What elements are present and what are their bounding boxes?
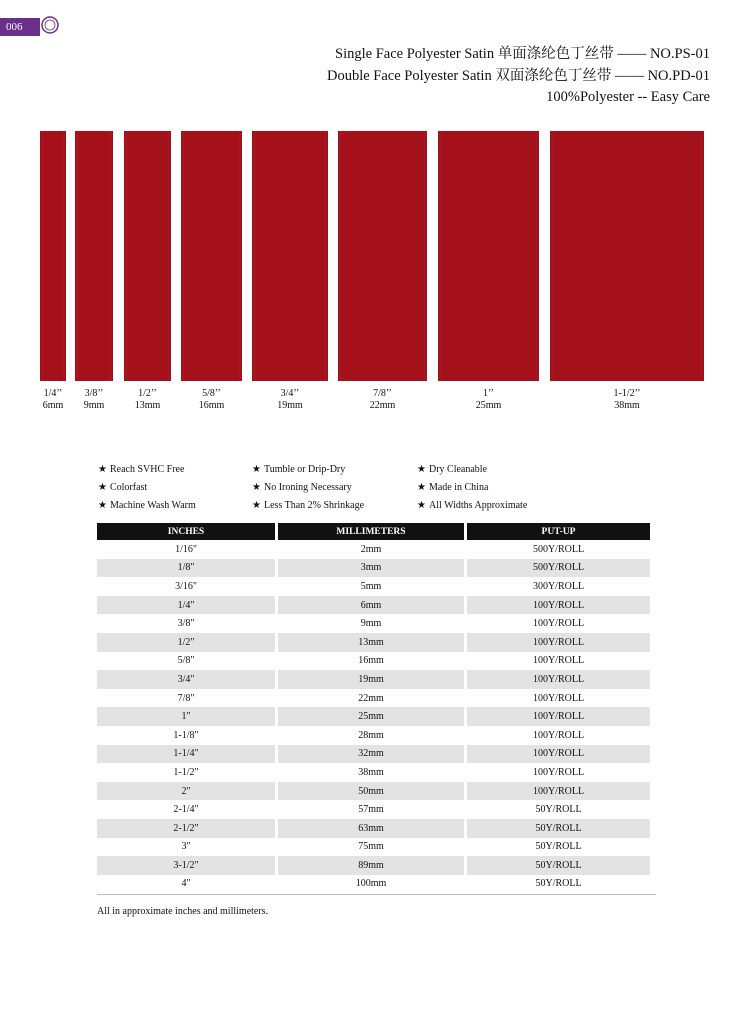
table-row: [97, 782, 650, 801]
feature-column: [98, 464, 196, 518]
table-bottom-rule: [97, 894, 656, 895]
cell-inches: 3/8": [177, 618, 195, 630]
ribbon-swatch: [550, 131, 704, 381]
ribbon-swatch: [252, 131, 328, 381]
footnote: All in approximate inches and millimeters.: [97, 906, 269, 917]
cell-inches: 3": [181, 841, 191, 853]
feature-column: [417, 464, 527, 518]
cell-put-up: 100Y/ROLL: [467, 782, 650, 801]
table-row: [97, 800, 650, 819]
cell-inches: 4": [181, 878, 191, 890]
table-row: [97, 633, 650, 652]
feature-column: [252, 464, 364, 518]
cell-millimeters: 100mm: [355, 878, 387, 890]
table-row: [97, 670, 650, 689]
cell-put-up: 100Y/ROLL: [532, 729, 585, 741]
header-line-material: 100%Polyester -- Easy Care: [546, 89, 710, 105]
feature-item: [252, 464, 364, 482]
ribbon-inch-label: 1’’: [483, 388, 494, 399]
cell-inches: 1/2": [97, 633, 275, 652]
star-icon: ★: [252, 482, 261, 493]
cell-inches: 2": [97, 782, 275, 801]
page-number: 006: [6, 21, 23, 33]
cell-millimeters: 25mm: [278, 707, 464, 726]
cell-put-up: 100Y/ROLL: [467, 670, 650, 689]
cell-millimeters: 38mm: [358, 766, 384, 778]
cell-inches: 1-1/4": [97, 745, 275, 764]
table-row: [97, 838, 650, 857]
cell-inches: 3/4": [97, 670, 275, 689]
spec-table: [94, 523, 653, 893]
feature-item: [417, 500, 527, 518]
cell-put-up: 100Y/ROLL: [532, 692, 585, 704]
brand-logo-icon: [40, 14, 66, 38]
ribbon-inch-label: 7/8’’: [373, 388, 392, 399]
table-row: [97, 707, 650, 726]
cell-put-up: 100Y/ROLL: [532, 618, 585, 630]
ribbon-mm-label: 9mm: [83, 400, 105, 411]
cell-inches: 3-1/2": [97, 856, 275, 875]
cell-millimeters: 13mm: [278, 633, 464, 652]
cell-inches: 1-1/2": [173, 766, 199, 778]
star-icon: ★: [252, 500, 261, 511]
ribbon-inch-label: 3/8’’: [84, 388, 104, 399]
cell-millimeters: 2mm: [360, 543, 382, 555]
table-row: [97, 559, 650, 578]
page-number-tab: [0, 18, 40, 36]
cell-millimeters: 9mm: [360, 618, 382, 630]
feature-item: [417, 464, 527, 482]
feature-item: [98, 500, 196, 518]
star-icon: ★: [98, 482, 107, 493]
feature-text: Tumble or Drip-Dry: [263, 464, 346, 475]
table-row: [97, 819, 650, 838]
feature-item: [252, 482, 364, 500]
star-icon: ★: [252, 464, 261, 475]
cell-inches: 2-1/2": [97, 819, 275, 838]
star-icon: ★: [98, 464, 107, 475]
cell-inches: 1-1/8": [173, 729, 199, 741]
cell-millimeters: 50mm: [278, 782, 464, 801]
cell-millimeters: 89mm: [278, 856, 464, 875]
cell-millimeters: 19mm: [278, 670, 464, 689]
cell-put-up: 100Y/ROLL: [467, 707, 650, 726]
cell-put-up: 50Y/ROLL: [467, 819, 650, 838]
feature-item: [98, 482, 196, 500]
cell-inches: 1": [97, 707, 275, 726]
header-put-up: PUT-UP: [467, 523, 650, 540]
cell-put-up: 50Y/ROLL: [535, 878, 582, 890]
cell-put-up: 300Y/ROLL: [532, 580, 585, 592]
ribbon-swatch: [438, 131, 539, 381]
cell-put-up: 500Y/ROLL: [532, 543, 585, 555]
ribbon-inch-label: 1-1/2’’: [613, 388, 641, 399]
table-row: [97, 577, 650, 596]
star-icon: ★: [417, 482, 426, 493]
cell-put-up: 50Y/ROLL: [467, 856, 650, 875]
ribbon-mm-label: 6mm: [42, 400, 64, 411]
feature-text: Dry Cleanable: [428, 464, 488, 475]
cell-put-up: 100Y/ROLL: [467, 596, 650, 615]
ribbon-swatch: [75, 131, 113, 381]
feature-item: [98, 464, 196, 482]
ribbon-swatch: [181, 131, 242, 381]
cell-put-up: 100Y/ROLL: [532, 766, 585, 778]
cell-inches: 1/8": [97, 559, 275, 578]
cell-inches: 1/4": [97, 596, 275, 615]
ribbon-mm-label: 19mm: [277, 400, 303, 411]
header-line-single-face: Single Face Polyester Satin 单面涤纶色丁丝带 —— NO.PS-01: [335, 46, 710, 62]
feature-text: Made in China: [428, 482, 489, 493]
table-header-row: [97, 523, 650, 540]
cell-millimeters: 5mm: [360, 580, 382, 592]
star-icon: ★: [417, 500, 426, 511]
page-header: [327, 44, 710, 109]
cell-inches: 3/16": [175, 580, 197, 592]
ribbon-swatch: [40, 131, 66, 381]
feature-text: Colorfast: [109, 482, 148, 493]
ribbon-inch-label: 5/8’’: [202, 388, 221, 399]
ribbon-swatch: [338, 131, 427, 381]
feature-item: [252, 500, 364, 518]
cell-inches: 5/8": [177, 655, 195, 667]
table-row: [97, 614, 650, 633]
cell-millimeters: 28mm: [358, 729, 384, 741]
feature-text: Machine Wash Warm: [109, 500, 196, 511]
ribbon-size-label: [530, 388, 724, 412]
cell-put-up: 50Y/ROLL: [535, 804, 582, 816]
cell-inches: 2-1/4": [173, 804, 199, 816]
cell-millimeters: 6mm: [278, 596, 464, 615]
star-icon: ★: [98, 500, 107, 511]
cell-put-up: 100Y/ROLL: [532, 655, 585, 667]
ribbon-inch-label: 1/4’’: [43, 388, 63, 399]
cell-put-up: 100Y/ROLL: [467, 633, 650, 652]
cell-put-up: 100Y/ROLL: [467, 745, 650, 764]
header-line-double-face: Double Face Polyester Satin 双面涤纶色丁丝带 —— NO.PD-01: [326, 67, 710, 84]
feature-text: No Ironing Necessary: [263, 482, 352, 493]
feature-text: Reach SVHC Free: [109, 464, 185, 475]
cell-millimeters: 22mm: [358, 692, 384, 704]
cell-put-up: 50Y/ROLL: [535, 841, 582, 853]
table-row: [97, 596, 650, 615]
feature-text: Less Than 2% Shrinkage: [263, 500, 365, 511]
table-row: [97, 689, 650, 708]
ribbon-mm-label: 16mm: [198, 400, 225, 411]
table-row: [97, 540, 650, 559]
table-row: [97, 745, 650, 764]
table-row: [97, 726, 650, 745]
ribbon-mm-label: 25mm: [475, 400, 502, 411]
ribbon-inch-label: 1/2’’: [138, 388, 157, 399]
cell-millimeters: 57mm: [358, 804, 384, 816]
cell-inches: 7/8": [177, 692, 195, 704]
cell-millimeters: 63mm: [278, 819, 464, 838]
ribbon-mm-label: 13mm: [134, 400, 161, 411]
ribbon-mm-label: 22mm: [369, 400, 396, 411]
star-icon: ★: [417, 464, 426, 475]
cell-put-up: 500Y/ROLL: [467, 559, 650, 578]
header-inches: INCHES: [97, 523, 275, 540]
table-row: [97, 856, 650, 875]
table-row: [97, 875, 650, 894]
cell-millimeters: 3mm: [278, 559, 464, 578]
ribbon-mm-label: 38mm: [614, 400, 640, 411]
cell-millimeters: 32mm: [278, 745, 464, 764]
ribbon-inch-label: 3/4’’: [280, 388, 300, 399]
cell-millimeters: 75mm: [358, 841, 384, 853]
table-row: [97, 652, 650, 671]
feature-item: [417, 482, 527, 500]
cell-millimeters: 16mm: [358, 655, 384, 667]
table-row: [97, 763, 650, 782]
cell-inches: 1/16": [175, 543, 197, 555]
ribbon-swatch: [124, 131, 171, 381]
feature-text: All Widths Approximate: [428, 500, 528, 511]
header-millimeters: MILLIMETERS: [278, 523, 464, 540]
